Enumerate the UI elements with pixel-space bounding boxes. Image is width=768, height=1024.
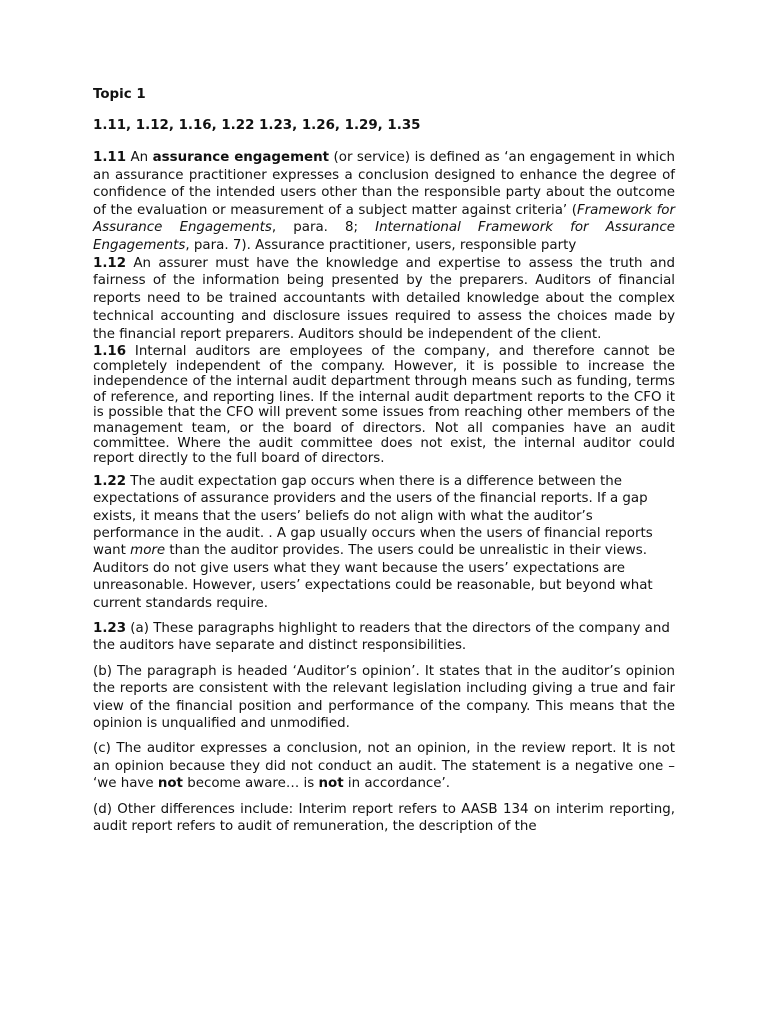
paragraph-number: 1.12 xyxy=(93,255,127,271)
italic-reference: Framework for Assurance Engagements xyxy=(93,202,675,236)
paragraph-d xyxy=(93,801,675,836)
paragraph-1-12 xyxy=(93,255,675,344)
text-run: (or service) is defined as ‘an engagement in which an assurance practitioner expresses a conclusion designed to enhance the degree of confidence of the intended users other than the responsible party about the outcome of the evaluation or measurement of a subject matter against criteria’ ( xyxy=(93,150,675,218)
text-run: Internal auditors are employees of the company, and therefore cannot be completely independent of the company. However, it is possible to increase the independence of the internal audit department through means such as funding, terms of reference, and reporting lines. If the internal audit department reports to the CFO it is possible that the CFO will prevent some issues from reaching other members of the management team, or the board of directors. Not all companies have an audit committee. Where the audit committee does not exist, the internal auditor could report directly to the full board of directors. xyxy=(93,343,675,467)
text-run: An assurer must have the knowledge and expertise to assess the truth and fairness of the information being presented by the preparers. Auditors of financial reports need to be trained accountants with detailed knowledge about the complex technical accounting and disclosure issues required to assess the choices made by the financial report preparers. Auditors should be independent of the client. xyxy=(93,255,675,342)
bold-term: assurance engagement xyxy=(152,150,330,165)
paragraph-1-11 xyxy=(93,149,675,255)
paragraph-c xyxy=(93,740,675,792)
document-body xyxy=(93,84,675,836)
text-run: The audit expectation gap occurs when there is a difference between the expectations of assurance providers and the users of the financial reports. If a gap exists, it means that the users’ beliefs do not align with what the auditor’s performance in the audit. . A gap usually occurs when the users of financial reports want xyxy=(93,473,653,559)
paragraph-number: 1.11 xyxy=(93,150,127,165)
text-run: than the auditor provides. The users could be unrealistic in their views. Auditors do not give users what they want because the users’ expectations are unreasonable. However, users’ expectations could be reasonable, but beyond what current standards require. xyxy=(93,543,653,611)
question-list: 1.11, 1.12, 1.16, 1.22 1.23, 1.26, 1.29, 1.35 xyxy=(93,118,421,133)
italic-word: more xyxy=(130,543,166,559)
italic-reference: International Framework for Assurance Engagements xyxy=(93,220,676,253)
text-run: become aware… is xyxy=(182,776,319,792)
paragraph-1-23 xyxy=(93,620,675,655)
topic-heading: Topic 1 xyxy=(93,87,146,102)
text-run: in accordance’. xyxy=(343,776,451,792)
text-run: , para. 7). Assurance practitioner, users, responsible party xyxy=(185,237,577,253)
text-run: (c) The auditor expresses a conclusion, not an opinion, in the review report. It is not an opinion because they did not conduct an audit. The statement is a negative one – ‘we have xyxy=(93,741,675,792)
paragraph-1-22 xyxy=(93,473,675,612)
text-run: (b) The paragraph is headed ‘Auditor’s opinion’. It states that in the auditor’s opinion the reports are consistent with the relevant legislation including giving a true and fair view of the financial position and performance of the company. This means that the opinion is unqualified and unmodified. xyxy=(93,663,675,732)
bold-word: not xyxy=(318,776,344,792)
text-run: (d) Other differences include: Interim report refers to AASB 134 on interim reporting, audit report refers to audit of remuneration, the description of the xyxy=(93,801,675,835)
paragraph-number: 1.23 xyxy=(93,621,127,637)
text-run: , para. 8; xyxy=(271,220,376,236)
text-run: An xyxy=(126,150,153,165)
text-run: (a) These paragraphs highlight to readers that the directors of the company and the auditors have separate and distinct responsibilities. xyxy=(93,621,670,654)
paragraph-number: 1.22 xyxy=(93,473,127,489)
paragraph-number: 1.16 xyxy=(93,343,127,359)
bold-word: not xyxy=(157,776,183,792)
paragraph-1-16 xyxy=(93,344,675,467)
paragraph-b xyxy=(93,663,675,733)
